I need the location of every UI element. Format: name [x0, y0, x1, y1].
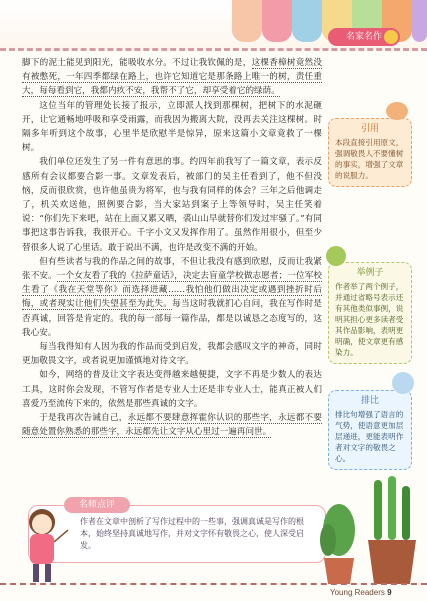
article-paragraph: 这位当年的管理处长接了报示，立即派人找到那棵树，把树下的水泥砸开，让它通畅地呼吸和享受雨露，而我因为搬离大院，没再去关注这棵树。时隔多年听到这个故事，心里半是欣慰半是惊异，原来这篇小文章竟救了一棵树。 [22, 100, 322, 154]
annotation-title: 举例子 [356, 268, 384, 278]
article-body [22, 56, 322, 498]
paragraph-text: 我们单位还发生了另一件有意思的事。约四年前我写了一篇文章，表示反感所有会议都要合影一事。文章发表后，被部门的吴主任看到了，他不但没恼，反而很欣赏，也许他虽贵为将军，也与我有同样的体会？三年之后他调走了，机关欢送他，照例要合影，当大家站到案子上等领导时，吴主任笑着说：“你们先下来吧，站在上面又累又晒，裘山山早就替你们发过牢骚了。” [22, 157, 322, 225]
section-tag [328, 28, 400, 46]
potted-plant-illustration [314, 500, 364, 584]
paragraph-text: 有同事把这事告诉我，我很开心。千字小文又发挥作用了。虽然作用很小，但至少替很多人说了心里话。敢于说出不满，也许是改变不满的开始。 [22, 214, 322, 253]
article-paragraph [22, 255, 322, 340]
curtain-decoration [292, 0, 322, 42]
page-footer [330, 588, 392, 597]
bird-icon [386, 102, 408, 120]
underlined-text: 永远都不要肆意挥霍你认识的那些字，永远都不要随意处置你熟悉的那些字，永远都先让文字从心里过一遍再问世。 [22, 413, 322, 438]
annotation-quote [328, 118, 412, 187]
teacher-review-text: 作者在文章中剖析了写作过程中的一些事，强调真诚是写作的根本，始终坚持真诚地写作，并对文字怀有敬畏之心，使人深受启发。 [80, 517, 304, 550]
annotation-title: 排比 [360, 396, 379, 406]
curtain-decoration [412, 0, 427, 42]
article-paragraph [22, 155, 322, 254]
curtain-decoration [262, 0, 292, 42]
teacher-review-title: 名师点评 [64, 497, 130, 513]
footer-brand: Young Readers [330, 588, 385, 597]
annotation-example [328, 262, 412, 364]
potted-plant-illustration [362, 476, 422, 584]
curtain-decoration [232, 0, 262, 42]
bottom-divider [0, 583, 427, 585]
paragraph-text: 于是我再次告诫自己， [39, 413, 128, 424]
section-tag-label: 名家名作 [345, 32, 382, 42]
paragraph-text: 脚下的泥土能见到阳光，能吸收水分。不过让我钦佩的是， [22, 58, 252, 68]
annotation-text: 本段直接引用原文，强调敬畏人不要懂树的事实，增强了文章的说服力。 [335, 138, 404, 180]
annotation-text: 排比句增强了语言的气势，使语意更加层层递进，更能表明作者对文字的敬畏之心。 [335, 410, 404, 463]
article-paragraph [22, 411, 322, 439]
octopus-icon [392, 372, 414, 394]
annotation-title: 引用 [360, 124, 379, 134]
underlined-text: 这棵香樟树竟然没有被憋死，一年四季都绿在路上，也许它知道它是那条路上唯一的树，责任重大，每每看到它，我都内疚不安，我帮不了它，却享受着它的绿荫。 [22, 58, 322, 97]
article-paragraph [22, 56, 322, 99]
header-band [0, 0, 427, 48]
flower-icon [384, 30, 398, 44]
article-paragraph: 如今，网络的普及让文字表达变得越来越便捷，文字不再是少数人的表达工具，这时你会发现，不管写作者是专业人士还是非专业人士，能真正被人们喜爱乃至流传下来的，依然是那些真诚的文字。 [22, 370, 322, 409]
top-divider [0, 48, 427, 51]
page-number: 9 [387, 588, 392, 597]
teacher-illustration [14, 504, 70, 586]
underlined-text: 一个女友看了我的《拉萨童话》，决定去盲童学校做志愿者；一位军校生看了《我在天堂等你》而选择进藏……我怕他们做出决定或遇到挫折时后悔，或者现实让他们失望甚至为此失。 [22, 271, 322, 310]
paragraph-text: 但有些读者与我的作品之间的故事，不但让我没有感到欣慰，反而让我紧张不安。 [22, 256, 322, 282]
annotation-text: 作者举了两个例子，并通过省略号表示还有其他类似事例，说明其担心更多读者受其作品影响，表明更明确，使文章更有感染力。 [335, 282, 404, 357]
annotation-parallelism [328, 390, 412, 470]
bird-icon [326, 246, 346, 266]
article-paragraph: 每当我得知有人因为我的作品而受到启发，我都会感叹文字的神奇，同时更加敬畏文字，或者说更加谨慎地对待文字。 [22, 342, 322, 367]
paragraph-text: 每当这时我就扪心自问，我在写作时是否真诚，回答是肯定的。我的每一部每一篇作品，都是以诚恳之态度写的，这我心安。 [22, 299, 322, 338]
